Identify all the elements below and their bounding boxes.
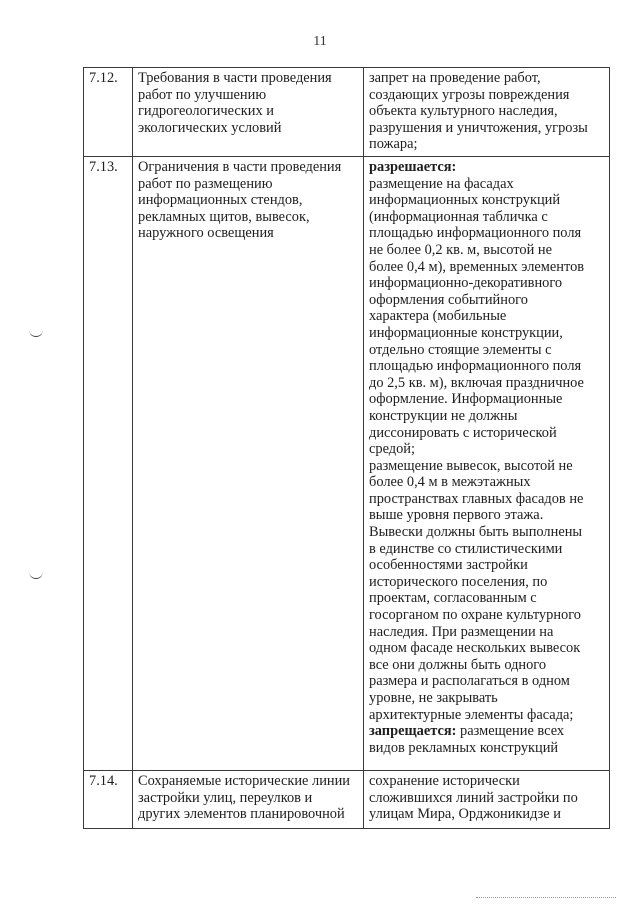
text-line: запрет на проведение работ, [369, 70, 541, 86]
text-line: улицам Мира, Орджоникидзе и [369, 806, 561, 823]
text-line: особенностями застройки [369, 557, 528, 574]
text-line: объекта культурного наследия, [369, 103, 558, 120]
text-line: все они должны быть одного [369, 656, 547, 673]
requirement-name [133, 157, 364, 771]
text-line: более 0,4 м в межэтажных [369, 474, 531, 491]
text-line: до 2,5 кв. м), включая праздничное [369, 374, 584, 391]
text-line: других элементов планировочной [138, 806, 345, 823]
text-line: пространствах главных фасадов не [369, 490, 584, 507]
text-line: сложившихся линий застройки по [369, 789, 578, 806]
text-line: оформление. Информационные [369, 391, 563, 408]
text-line: разрушения и уничтожения, угрозы [369, 119, 588, 136]
text-line: видов рекламных конструкций [369, 739, 559, 756]
text-line: не более 0,2 кв. м, высотой не [369, 241, 552, 258]
text-line: работ по улучшению [138, 86, 267, 103]
row-number: 7.14. [84, 771, 133, 829]
prohibited-heading: запрещается: [369, 723, 457, 740]
text-line: создающих угрозы повреждения [369, 86, 570, 103]
text-line: Сохраняемые исторические линии [138, 773, 350, 789]
text-line: госорганом по охране культурного [369, 607, 581, 624]
requirement-value [364, 68, 610, 157]
requirements-table [83, 67, 610, 829]
text-line: диссонировать с исторической [369, 424, 557, 441]
text-line: информационно-декоративного [369, 275, 563, 292]
text-line: конструкции не должны [369, 407, 518, 424]
table-row [84, 157, 610, 771]
page-number: 11 [313, 34, 327, 49]
row-number: 7.13. [84, 157, 133, 771]
requirement-name [133, 68, 364, 157]
text-line: экологических условий [138, 119, 282, 136]
text-line: отдельно стоящие элементы с [369, 341, 552, 358]
text-line: площадью информационного поля [369, 225, 582, 242]
binding-mark [29, 570, 43, 579]
text-line: средой; [369, 441, 415, 458]
text-line: характера (мобильные [369, 308, 507, 325]
text-line: сохранение исторически [369, 773, 520, 789]
binding-mark [29, 328, 43, 337]
text-line: более 0,4 м), временных элементов [369, 258, 585, 275]
text-line: Вывески должны быть выполнены [369, 524, 583, 541]
allowed-heading: разрешается: [369, 159, 457, 175]
text-line: наружного освещения [138, 225, 274, 242]
requirement-value [364, 157, 610, 771]
scan-artifact [476, 897, 616, 900]
text-line: (информационная табличка с [369, 208, 548, 225]
text-fragment: размещение всех [456, 723, 565, 740]
text-line: наследия. При размещении на [369, 623, 554, 640]
text-line: гидрогеологических и [138, 103, 274, 120]
text-line: работ по размещению [138, 175, 273, 192]
text-line: оформления событийного [369, 291, 528, 308]
text-line: исторического поселения, по [369, 573, 548, 590]
text-line: информационные конструкции, [369, 324, 563, 341]
table-row [84, 771, 610, 829]
row-number: 7.12. [84, 68, 133, 157]
text-line: уровне, не закрывать [369, 690, 498, 706]
text-line: застройки улиц, переулков и [138, 789, 313, 806]
table-row [84, 68, 610, 157]
text-line: проектам, согласованным с [369, 590, 537, 607]
text-line: информационных стендов, [138, 192, 303, 209]
prohibited-line [369, 723, 605, 740]
text-line: пожара; [369, 136, 418, 153]
text-line: размера и располагаться в одном [369, 673, 570, 690]
text-line: размещение вывесок, высотой не [369, 457, 573, 474]
text-line: Ограничения в части проведения [138, 159, 342, 175]
requirement-value [364, 771, 610, 829]
text-line: одном фасаде нескольких вывесок [369, 640, 581, 657]
text-line: Требования в части проведения [138, 70, 332, 86]
text-line: размещение на фасадах [369, 175, 514, 192]
requirement-name [133, 771, 364, 829]
text-line: рекламных щитов, вывесок, [138, 208, 310, 225]
text-line: выше уровня первого этажа. [369, 507, 544, 524]
text-line: площадью информационного поля [369, 358, 582, 375]
text-line: в единстве со стилистическими [369, 540, 563, 557]
text-line: архитектурные элементы фасада; [369, 706, 574, 723]
text-line: информационных конструкций [369, 192, 561, 209]
